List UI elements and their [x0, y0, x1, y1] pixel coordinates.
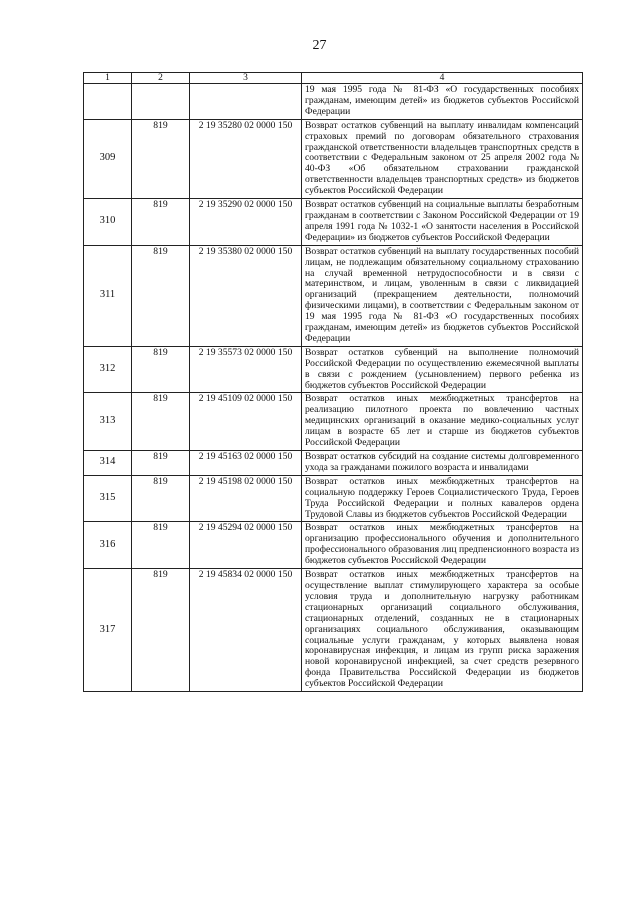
- row-number: 313: [84, 393, 132, 451]
- continuation-text: 19 мая 1995 года № 81-ФЗ «О государственных пособиях гражданам, имеющим детей» из бюджетов субъектов Российской Федерации: [302, 84, 583, 120]
- budget-classification-code: 2 19 45109 02 0000 150: [190, 393, 302, 451]
- budget-classification-code: 2 19 45163 02 0000 150: [190, 451, 302, 476]
- header-cell-3: 3: [190, 73, 302, 84]
- budget-classification-code: 2 19 45294 02 0000 150: [190, 522, 302, 569]
- continuation-row: [84, 84, 583, 120]
- page-number: 27: [312, 38, 327, 53]
- admin-code: 819: [132, 119, 190, 198]
- admin-code: 819: [132, 199, 190, 246]
- budget-code-table: [83, 72, 583, 692]
- table-row: [84, 199, 583, 246]
- header-row: [84, 73, 583, 84]
- row-description: Возврат остатков иных межбюджетных трансфертов на организацию профессионального обучения и дополнительного профессионального образования лиц предпенсионного возраста из бюджетов субъектов Российской Федерации: [302, 522, 583, 569]
- row-number: 314: [84, 451, 132, 476]
- empty-cell: [190, 84, 302, 120]
- row-number: 315: [84, 475, 132, 522]
- table-row: [84, 569, 583, 692]
- admin-code: 819: [132, 393, 190, 451]
- admin-code: 819: [132, 451, 190, 476]
- header-cell-4: 4: [302, 73, 583, 84]
- row-number: 316: [84, 522, 132, 569]
- row-number: 312: [84, 346, 132, 393]
- table-row: [84, 451, 583, 476]
- row-number: 309: [84, 119, 132, 198]
- empty-cell: [84, 84, 132, 120]
- table-row: [84, 119, 583, 198]
- row-description: Возврат остатков субвенций на выплату инвалидам компенсаций страховых премий по договорам обязательного страхования гражданской ответственности владельцев транспортных средств в соответствии с Федеральным законом от 25 апреля 2002 года № 40-ФЗ «Об обязательном страховании гражданской ответственности владельцев транспортных средств» из бюджетов субъектов Российской Федерации: [302, 119, 583, 198]
- budget-classification-code: 2 19 35280 02 0000 150: [190, 119, 302, 198]
- table-row: [84, 475, 583, 522]
- budget-classification-code: 2 19 35380 02 0000 150: [190, 245, 302, 346]
- budget-classification-code: 2 19 45198 02 0000 150: [190, 475, 302, 522]
- row-description: Возврат остатков иных межбюджетных трансфертов на реализацию пилотного проекта по вовлечению частных медицинских организаций в оказание медико-социальных услуг лицам в возрасте 65 лет и старше из бюджетов субъектов Российской Федерации: [302, 393, 583, 451]
- admin-code: 819: [132, 346, 190, 393]
- admin-code: 819: [132, 522, 190, 569]
- row-description: Возврат остатков иных межбюджетных трансфертов на социальную поддержку Героев Социалистического Труда, Героев Труда Российской Федерации и полных кавалеров ордена Трудовой Славы из бюджетов субъектов Российской Федерации: [302, 475, 583, 522]
- empty-cell: [132, 84, 190, 120]
- row-description: Возврат остатков субвенций на выполнение полномочий Российской Федерации по осуществлению ежемесячной выплаты в связи с рождением (усыновлением) первого ребенка из бюджетов субъектов Российской Федерации: [302, 346, 583, 393]
- budget-classification-code: 2 19 35290 02 0000 150: [190, 199, 302, 246]
- table-row: [84, 522, 583, 569]
- budget-classification-code: 2 19 45834 02 0000 150: [190, 569, 302, 692]
- admin-code: 819: [132, 569, 190, 692]
- table-row: [84, 245, 583, 346]
- row-number: 311: [84, 245, 132, 346]
- row-description: Возврат остатков иных межбюджетных трансфертов на осуществление выплат стимулирующего характера за особые условия труда и дополнительную нагрузку работникам стационарных организаций социального обслуживания, стационарных отделений, созданных не в стационарных организациях социального обслуживания, оказывающим социальные услуги гражданам, у которых выявлена новая коронавирусная инфекция, и лицам из групп риска заражения новой коронавирусной инфекцией, за счет средств резервного фонда Правительства Российской Федерации из бюджетов субъектов Российской Федерации: [302, 569, 583, 692]
- budget-classification-code: 2 19 35573 02 0000 150: [190, 346, 302, 393]
- row-number: 310: [84, 199, 132, 246]
- admin-code: 819: [132, 245, 190, 346]
- row-description: Возврат остатков субвенций на выплату государственных пособий лицам, не подлежащим обязательному социальному страхованию на случай временной нетрудоспособности и в связи с материнством, и лицам, уволенным в связи с ликвидацией организаций (прекращением деятельности, полномочий физическими лицами), в соответствии с Федеральным законом от 19 мая 1995 года № 81-ФЗ «О государственных пособиях гражданам, имеющим детей» из бюджетов субъектов Российской Федерации: [302, 245, 583, 346]
- admin-code: 819: [132, 475, 190, 522]
- table-row: [84, 393, 583, 451]
- header-cell-2: 2: [132, 73, 190, 84]
- row-description: Возврат остатков субсидий на создание системы долговременного ухода за гражданами пожилого возраста и инвалидами: [302, 451, 583, 476]
- header-cell-1: 1: [84, 73, 132, 84]
- row-description: Возврат остатков субвенций на социальные выплаты безработным гражданам в соответствии с Законом Российской Федерации от 19 апреля 1991 года № 1032-1 «О занятости населения в Российской Федерации» из бюджетов субъектов Российской Федерации: [302, 199, 583, 246]
- table-row: [84, 346, 583, 393]
- row-number: 317: [84, 569, 132, 692]
